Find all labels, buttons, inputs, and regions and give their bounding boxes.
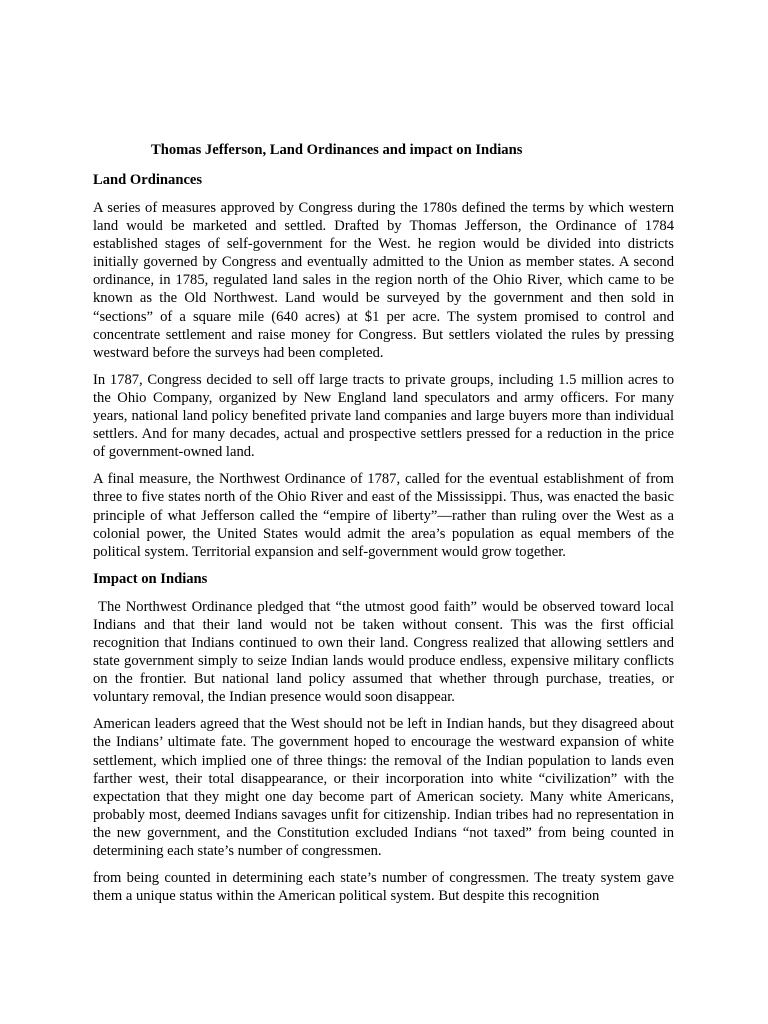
section-heading-impact-on-indians: Impact on Indians [93, 570, 208, 587]
paragraph: The Northwest Ordinance pledged that “the utmost good faith” would be observed toward local Indians and that their land would not be taken without consent. This was the first official recognition that Indians continued to own their land. Congress realized that allowing settlers and state government simply to seize Indian lands would produce endless, expensive military conflicts on the frontier. But national land policy assumed that whether through purchase, treaties, or voluntary removal, the Indian presence would soon disappear. [93, 598, 674, 706]
paragraph: In 1787, Congress decided to sell off large tracts to private groups, including 1.5 million acres to the Ohio Company, organized by New England land speculators and army officers. For many years, national land policy benefited private land companies and large buyers more than individual settlers. And for many decades, actual and prospective settlers pressed for a reduction in the price of government-owned land. [93, 371, 674, 461]
paragraph: A final measure, the Northwest Ordinance of 1787, called for the eventual establishment of from three to five states north of the Ohio River and east of the Mississippi. Thus, was enacted the basic principle of what Jefferson called the “empire of liberty”—rather than ruling over the West as a colonial power, the United States would admit the area’s population as equal members of the political system. Territorial expansion and self-government would grow together. [93, 471, 674, 560]
paragraph: A series of measures approved by Congress during the 1780s defined the terms by which western land would be marketed and settled. Drafted by Thomas Jefferson, the Ordinance of 1784 established stages of self-government for the West. he region would be divided into districts initially governed by Congress and eventually admitted to the Union as member states. A second ordinance, in 1785, regulated land sales in the region north of the Ohio River, which came to be known as the Old Northwest. Land would be surveyed by the government and then sold in “sections” of a square mile (640 acres) at $1 per acre. The system promised to control and concentrate settlement and raise money for Congress. But settlers violated the rules by pressing westward before the surveys had been completed. [93, 200, 674, 361]
document-title: Thomas Jefferson, Land Ordinances and impact on Indians [151, 142, 523, 158]
document-page [93, 141, 674, 905]
section-heading-land-ordinances: Land Ordinances [93, 172, 203, 188]
paragraph: American leaders agreed that the West should not be left in Indian hands, but they disagreed about the Indians’ ultimate fate. The government hoped to encourage the westward expansion of white settlement, which implied one of three things: the removal of the Indian population to lands even farther west, their total disappearance, or their incorporation into white “civilization” with the expectation that they might one day become part of American society. Many white Americans, probably most, deemed Indians savages unfit for citizenship. Indian tribes had no representation in the new government, and the Constitution excluded Indians “not taxed” from being counted in determining each state’s number of congressmen. [93, 716, 674, 859]
paragraph: from being counted in determining each state’s number of congressmen. The treaty system gave them a unique status within the American political system. But despite this recognition [93, 870, 674, 905]
